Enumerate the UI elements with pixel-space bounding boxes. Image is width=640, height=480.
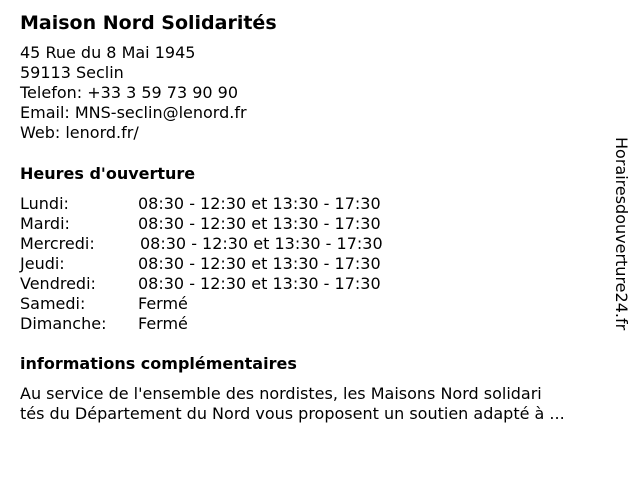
business-name: Maison Nord Solidarités — [20, 12, 277, 34]
day-label: Dimanche: — [20, 314, 107, 333]
contact-block — [20, 43, 247, 143]
info-heading: informations complémentaires — [20, 354, 297, 373]
day-label: Mardi: — [20, 214, 70, 233]
site-watermark: Horairesdouverture24.fr — [612, 137, 631, 331]
time-value: Fermé — [138, 314, 188, 333]
time-value: 08:30 - 12:30 et 13:30 - 17:30 — [138, 254, 381, 273]
info-text — [20, 384, 620, 424]
info-line: Au service de l'ensemble des nordistes, les Maisons Nord solidari — [20, 384, 542, 403]
time-value: 08:30 - 12:30 et 13:30 - 17:30 — [138, 194, 381, 213]
address-city: 59113 Seclin — [20, 63, 124, 82]
hours-heading: Heures d'ouverture — [20, 164, 196, 183]
time-value: 08:30 - 12:30 et 13:30 - 17:30 — [138, 274, 381, 293]
day-label: Vendredi: — [20, 274, 96, 293]
email-line: Email: MNS-seclin@lenord.fr — [20, 103, 247, 122]
hours-row-vendredi — [20, 274, 440, 294]
hours-row-samedi — [20, 294, 440, 314]
time-value: 08:30 - 12:30 et 13:30 - 17:30 — [138, 214, 381, 233]
day-label: Jeudi: — [20, 254, 65, 273]
hours-row-lundi — [20, 194, 440, 214]
hours-row-mercredi — [20, 234, 440, 254]
day-label: Mercredi: — [20, 234, 95, 253]
address-street: 45 Rue du 8 Mai 1945 — [20, 43, 196, 62]
hours-row-mardi — [20, 214, 440, 234]
time-value: 08:30 - 12:30 et 13:30 - 17:30 — [140, 234, 383, 253]
hours-row-dimanche — [20, 314, 440, 334]
day-label: Samedi: — [20, 294, 86, 313]
time-value: Fermé — [138, 294, 188, 313]
hours-table — [20, 194, 440, 334]
day-label: Lundi: — [20, 194, 69, 213]
phone-line: Telefon: +33 3 59 73 90 90 — [20, 83, 239, 102]
hours-row-jeudi — [20, 254, 440, 274]
web-line: Web: lenord.fr/ — [20, 123, 139, 142]
info-line: tés du Département du Nord vous proposent un soutien adapté à ... — [20, 404, 565, 423]
